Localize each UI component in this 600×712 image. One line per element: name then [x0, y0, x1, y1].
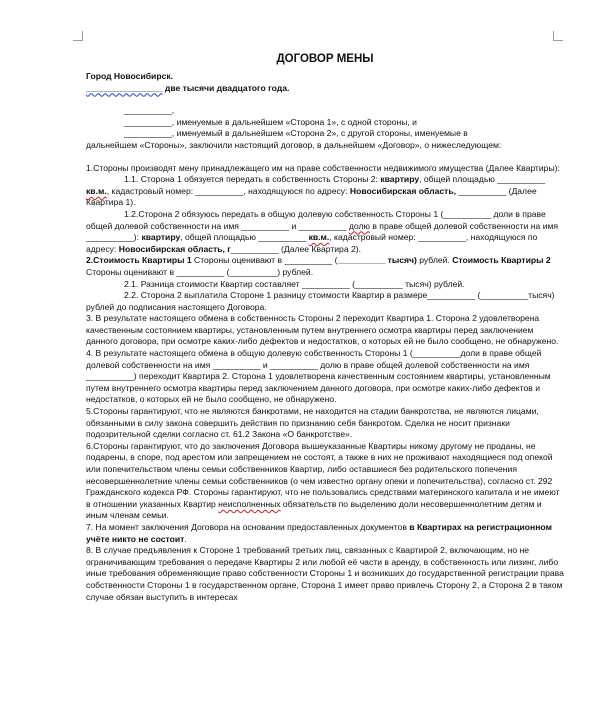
clause-8: 8. В случае предъявления к Стороне 1 требований третьих лиц, связанных с Квартирой 2, включающим, но не ограничивающим требования о передаче Квартиры 2 или любой её части в аренду, в собственность или лизинг, либо иные требования обременяющие право собственности Стороны 1 и возникших до государственной регистрации права собственности Стороны 1 в государственном органе, Сторона 1 имеет право привлечь Сторону 2, а Сторона 2 в таком случае обязан выступить в интересах: [86, 545, 564, 602]
margin-marker-top-left: [73, 31, 83, 41]
clause-7: 7. На момент заключения Договора на основании предоставленных документов в Квартирах на регистрационном учёте никто не состоит.: [86, 521, 552, 544]
date-line: [86, 83, 564, 95]
clause-2: 2.Стоимость Квартиры 1 Стороны оценивают в __________ (__________ тысяч) рублей. Стоимость Квартиры 2 Стороны оценивают в __________ (__________) рублей.: [86, 255, 551, 277]
party-line-4: дальнейшем «Стороны», заключили настоящий договор, в дальнейшем «Договор», о нижеследующем:: [86, 139, 502, 150]
clause-4: 4. В результате настоящего обмена в общую долевую собственность Стороны 1 (__________доли в праве общей долевой собственности на имя __________ и __________ долю в праве общей долевой собственности на имя __________) переходит Квартира 2. Сторона 1 удовлетворена качественным состоянием квартиры, установленным путем внутреннего осмотра квартиры перед заключением данного договора, при осмотре каких-либо дефектов и недостатков, о которых ей не было сообщено, не обнаружено.: [86, 348, 551, 405]
party-line-2: __________, именуемые в дальнейшем «Сторона 1», с одной стороны, и: [124, 116, 417, 127]
clause-1: 1.Стороны производят мену принадлежащего им на праве собственности недвижимого имущества (Далее Квартиры):: [86, 162, 560, 173]
clause-6: 6.Стороны гарантируют, что до заключения Договора вышеуказанные Квартиры никому другому не проданы, не подарены, в споре, под арестом или запрещением не состоят, а также в них не проживают находящиеся под опекой или попечительством члены семьи собственников Квартир, либо оставшиеся без родительского попечения несовершеннолетние члены семьи собственников (о чем известно органу опеки и попечительства), согласно ст. 292 Гражданского кодекса РФ. Стороны гарантируют, что не пользовались средствами материнского капитала и не имеют в отношении указанных Квартир неисполненных обязательств по выделению доли несовершеннолетним детям и иным членам семьи.: [86, 440, 560, 521]
clause-3: 3. В результате настоящего обмена в собственность Стороны 2 переходит Квартира 1. Сторона 2 удовлетворена качественным состоянием квартиры, установленным путем внутреннего осмотра квартиры перед заключением данного договора, при осмотре каких-либо дефектов и недостатков, о которых ей не было сообщено, не обнаружено.: [86, 313, 559, 347]
clause-1-1: 1.1. Сторона 1 обязуется передать в собственность Стороны 2: квартиру, общей площадью __________ кв.м., кадастровый номер: __________, находящуюся по адресу: Новосибирская область, __________ (Далее Квартира 1).: [86, 174, 546, 208]
clause-5: 5.Стороны гарантируют, что не являются банкротами, не находится на стадии банкротства, не являются лицами, обязанными в силу закона совершить действия по признанию себя банкротом. Сделка не носит признаки подозрительной сделки согласно ст. 61.2 Закона «О банкротстве».: [86, 406, 539, 440]
party-line-3: __________, именуемый в дальнейшем «Сторона 2», с другой стороны, именуемые в: [124, 128, 468, 139]
document-body: [86, 52, 564, 603]
date-text: две тысячи двадцатого года.: [162, 82, 290, 93]
margin-marker-top-right: [553, 31, 563, 41]
clause-2-1: 2.1. Разница стоимости Квартир составляет __________ (__________ тысяч) рублей.: [124, 278, 465, 289]
document-title: ДОГОВОР МЕНЫ: [276, 53, 374, 65]
clause-2-2: 2.2. Сторона 2 выплатила Стороне 1 разницу стоимости Квартир в размере__________ (__________тысяч) рублей до подписания настоящего Договора.: [86, 290, 555, 312]
city-line: Город Новосибирск.: [86, 71, 174, 81]
date-blank: ________________: [86, 82, 163, 93]
clause-1-2: 1.2.Сторона 2 обязуюсь передать в общую долевую собственность Стороны 1 (__________ доли в праве общей долевой собственности на имя __________ и __________ долю в праве общей долевой собственности на имя __________): квартиру, общей площадью __________ кв.м., кадастровый номер: __________, находящуюся по адресу: Новосибирская область, г__________ (Далее Квартира 2).: [86, 208, 559, 254]
party-line-1: __________,: [124, 105, 175, 116]
